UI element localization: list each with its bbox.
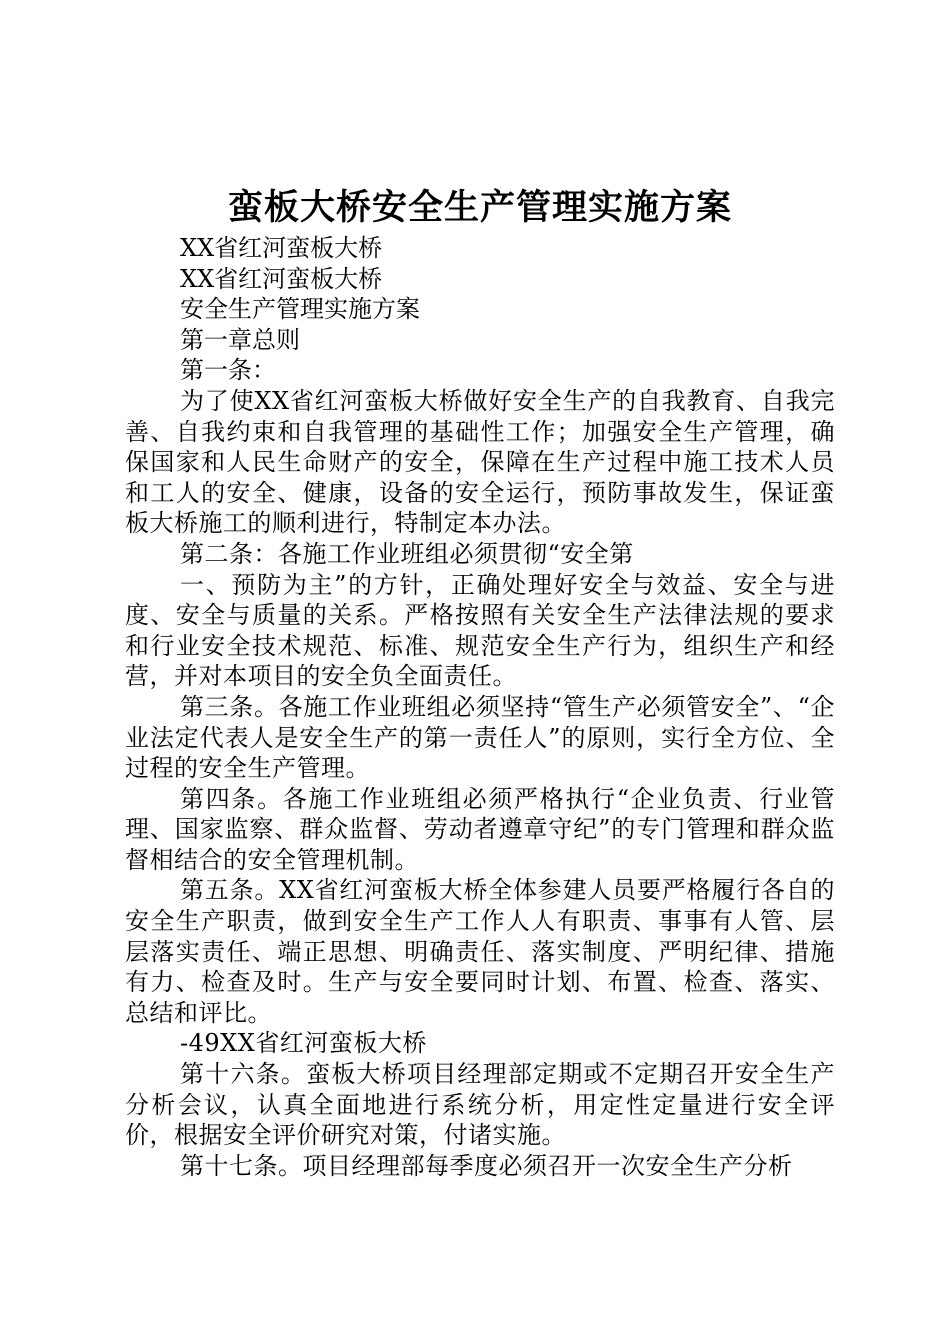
paragraph-article-3: 第三条。各施工作业班组必须坚持“管生产必须管安全”、“企业法定代表人是安全生产的第一责任人”的原则，实行全方位、全过程的安全生产管理。	[125, 692, 835, 783]
article-heading: 第一条：	[180, 356, 276, 385]
heading-line: 安全生产管理实施方案	[180, 295, 420, 324]
document-body	[125, 233, 835, 1181]
paragraph-article-2-cont: 一、预防为主”的方针，正确处理好安全与效益、安全与进度、安全与质量的关系。严格按照有关安全生产法律法规的要求和行业安全技术规范、标准、规范安全生产行为，组织生产和经营，并对本项目的安全负全面责任。	[125, 570, 835, 691]
paragraph-article-4: 第四条。各施工作业班组必须严格执行“企业负责、行业管理、国家监察、群众监督、劳动者遵章守纪”的专门管理和群众监督相结合的安全管理机制。	[125, 784, 835, 874]
page-break-marker: -49XX省红河蛮板大桥	[180, 1029, 427, 1058]
paragraph-article-2: 第二条：各施工作业班组必须贯彻“安全第	[180, 539, 634, 568]
paragraph-article-5: 第五条。XX省红河蛮板大桥全体参建人员要严格履行各自的安全生产职责，做到安全生产工作人人有职责、事事有人管、层层落实责任、端正思想、明确责任、落实制度、严明纪律、措施有力、检查及时。生产与安全要同时计划、布置、检查、落实、总结和评比。	[125, 876, 835, 1027]
paragraph-article-17: 第十七条。项目经理部每季度必须召开一次安全生产分析	[180, 1151, 793, 1180]
heading-line: XX省红河蛮板大桥	[180, 264, 383, 293]
chapter-heading: 第一章总则	[180, 325, 300, 354]
document-title: 蛮板大桥安全生产管理实施方案	[227, 188, 732, 228]
heading-line: XX省红河蛮板大桥	[180, 234, 383, 262]
paragraph-article-1: 为了使XX省红河蛮板大桥做好安全生产的自我教育、自我完善、自我约束和自我管理的基础性工作；加强安全生产管理，确保国家和人民生命财产的安全，保障在生产过程中施工技术人员和工人的安全、健康，设备的安全运行，预防事故发生，保证蛮板大桥施工的顺利进行，特制定本办法。	[125, 386, 835, 538]
paragraph-article-16: 第十六条。蛮板大桥项目经理部定期或不定期召开安全生产分析会议，认真全面地进行系统分析，用定性定量进行安全评价，根据安全评价研究对策，付诸实施。	[125, 1060, 835, 1150]
